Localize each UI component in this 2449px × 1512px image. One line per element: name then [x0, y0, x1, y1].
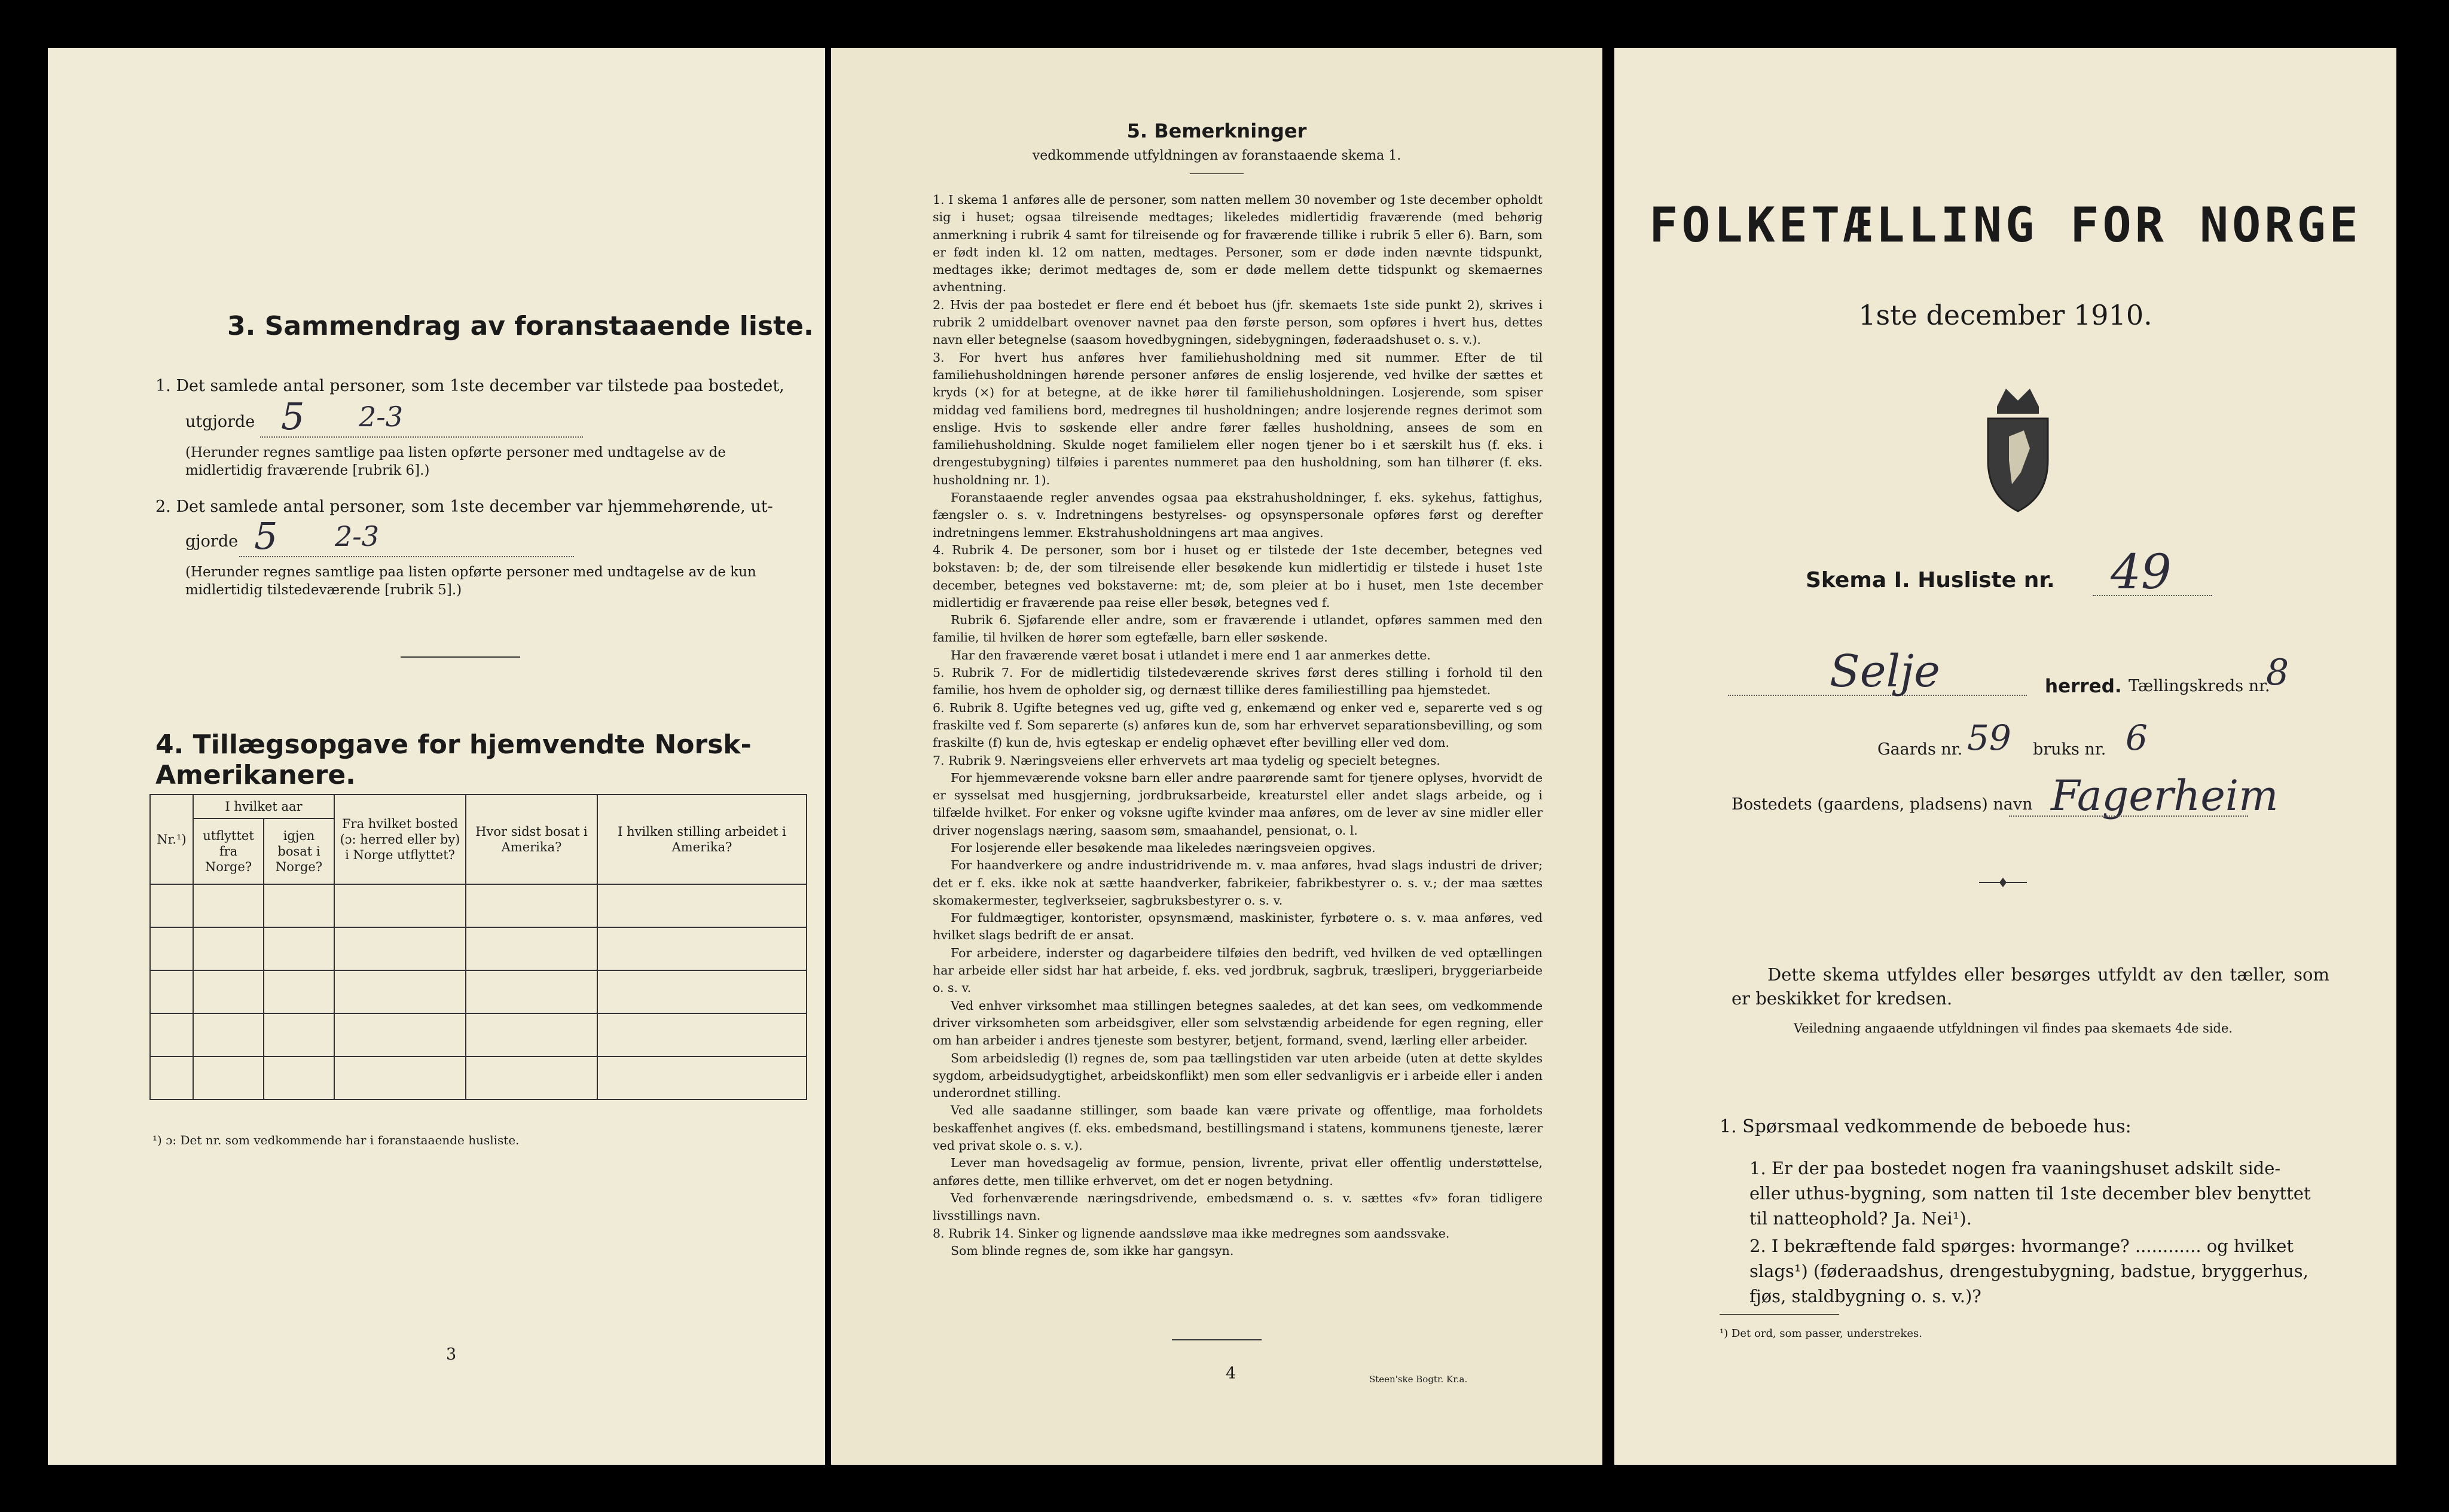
col-stilling: I hvilken stilling arbeidet i Amerika?	[597, 795, 807, 884]
remark-paragraph: For losjerende eller besøkende maa likeledes næringsveien opgives.	[951, 840, 1376, 855]
item-2-note: (Herunder regnes samtlige paa listen opførte personer med undtagelse av de kun midlertidig tilstedeværende [rubrik 5].)	[185, 564, 756, 598]
remark-paragraph: Som arbeidsledig (l) regnes de, som paa tællingstiden var uten arbeide (uten at dette skyldes sygdom, arbeidsudygtighet, arbeidskonflikt) men som eller sedvanligvis er i arbeide eller i anden underordnet stilling.	[933, 1050, 1543, 1101]
remark-paragraph: Ved enhver virksomhet maa stillingen betegnes saaledes, at det kan sees, om vedkommende driver virksomheten som arbeidsgiver, eller som selvstændig arbeidende for egen regning, eller om han arbeider i andres tjeneste som bestyrer, betjent, formand, svend, lærling eller arbeider.	[933, 998, 1543, 1048]
gaards-label: Gaards nr.	[1877, 740, 1963, 759]
section-3-title: 3. Sammendrag av foranstaaende liste.	[227, 311, 814, 341]
item-1-value-b: 2-3	[359, 401, 404, 433]
remark-paragraph: Foranstaaende regler anvendes ogsaa paa ekstrahusholdninger, f. eks. sykehus, fattighus, fængsler o. s. v. Indretningens bestyrelses- og opsynspersonale opføres først og derefter indretningens lemmer. Ekstrahusholdningens art maa angives.	[933, 490, 1543, 540]
table-row	[150, 1013, 807, 1056]
item-1-value: 5	[281, 395, 305, 438]
remark-paragraph: For arbeidere, inderster og dagarbeidere tilføies den bedrift, ved hvilken de ved optællingen har arbeide eller sidst har hat arbeide, f. eks. ved jordbruk, sagbruk, træsliperi, bryggeriarbeide o. s. v.	[933, 945, 1543, 995]
printer-imprint: Steen'ske Bogtr. Kr.a.	[1369, 1374, 1468, 1385]
ornament-icon	[1979, 876, 2027, 888]
gaards-value: 59	[1967, 717, 2011, 758]
subtitle-rule	[1190, 173, 1244, 174]
remark-paragraph: For haandverkere og andre industridrivende m. v. maa anføres, hvad slags industri de driver; det er f. eks. ikke nok at sætte haandverker, fabrikeier, fabrikbestyrer o. s. v.; der maa sættes skomakermester, teglverkseier, sagbruksbestyrer o. s. v.	[933, 858, 1543, 908]
census-title: FOLKETÆLLING FOR NORGE	[1649, 197, 2362, 253]
bottom-rule	[1172, 1339, 1262, 1340]
bosted-value: Fagerheim	[2051, 771, 2279, 820]
husliste-number: 49	[2111, 544, 2172, 600]
husliste-dotline	[2093, 595, 2212, 596]
table-row	[150, 927, 807, 970]
footnote: ¹) ɔ: Det nr. som vedkommende har i foranstaaende husliste.	[152, 1133, 520, 1147]
bruks-label: bruks nr.	[2033, 740, 2106, 759]
col-fra-bosted: Fra hvilket bosted (ɔ: herred eller by) i Norge utflyttet?	[334, 795, 466, 884]
remark-paragraph: 6. Rubrik 8. Ugifte betegnes ved ug, gifte ved g, enkemænd og enker ved e, separerte ved s og fraskilte ved f. Som separerte (s) anføres kun de, som har erhvervet separationsbevilling, og som fraskilte (f) kun de, hvis egteskap er endelig ophævet efter bevilling eller ved dom.	[933, 700, 1543, 750]
col-nr: Nr.¹)	[150, 795, 193, 884]
col-hvor-bosat: Hvor sidst bosat i Amerika?	[466, 795, 597, 884]
skema-label: Skema I. Husliste nr.	[1806, 568, 2055, 592]
census-date: 1ste december 1910.	[1858, 299, 2152, 331]
remark-paragraph: Som blinde regnes de, som ikke har gangsyn.	[951, 1243, 1234, 1258]
footnote: ¹) Det ord, som passer, understrekes.	[1720, 1327, 1922, 1340]
remark-paragraph: For hjemmeværende voksne barn eller andre paarørende samt for tjenere oplyses, hvorvidt de er sysselsat med husgjerning, jordbruksarbeide, kreaturstel eller andet slags arbeide, og i tilfælde hvilket. For enker og voksne ugifte kvinder maa anføres, om de lever av sine midler eller driver nogenslags næring, saasom søm, smaahandel, pensionat, o. l.	[933, 770, 1543, 838]
item-1-note: (Herunder regnes samtlige paa listen opførte personer med undtagelse av de midlertidig fraværende [rubrik 6].)	[185, 445, 726, 478]
question-1: 1. Er der paa bostedet nogen fra vaaningshuset adskilt side- eller uthus-bygning, som natten til 1ste december blev benyttet til natteophold? Ja. Nei¹).	[1749, 1158, 2311, 1229]
question-2: 2. I bekræftende fald spørges: hvormange? ............ og hvilket slags¹) (føderaadshus, drengestubygning, badstue, bryggerhus, fjøs, staldbygning o. s. v.)?	[1749, 1236, 2308, 1306]
remarks-subtitle: vedkommende utfyldningen av foranstaaende skema 1.	[1032, 148, 1401, 163]
item-1-text: 1. Det samlede antal personer, som 1ste december var tilstede paa bostedet,	[155, 377, 784, 395]
norsk-amerikanere-table	[149, 794, 807, 1100]
bosted-dotline	[2009, 815, 2248, 817]
table-row	[150, 1056, 807, 1099]
page-number: 4	[1226, 1364, 1236, 1383]
remark-paragraph: Rubrik 6. Sjøfarende eller andre, som er fraværende i utlandet, opføres sammen med den familie, til hvilken de hører som egtefælle, barn eller søskende.	[933, 613, 1543, 645]
remark-paragraph: 8. Rubrik 14. Sinker og lignende aandssløve maa ikke medregnes som aandssvake.	[933, 1226, 1450, 1241]
remark-paragraph: Ved alle saadanne stillinger, som baade kan være private og offentlige, maa forholdets beskaffenhet angives (f. eks. embedsmand, bestillingsmand i statens, kommunens tjeneste, lærer ved privat skole o. s. v.).	[933, 1103, 1543, 1153]
table-row	[150, 884, 807, 927]
footnote-rule	[1720, 1314, 1839, 1315]
remark-paragraph: 7. Rubrik 9. Næringsveiens eller erhvervets art maa tydelig og specielt betegnes.	[933, 753, 1440, 768]
herred-label: herred.	[2045, 676, 2122, 697]
separator-rule	[401, 656, 520, 658]
remark-paragraph: 5. Rubrik 7. For de midlertidig tilstedeværende skrives først deres stilling i forhold til den familie, hos hvem de opholder sig, og dernæst tillike deres familiestilling paa hjemstedet.	[933, 665, 1543, 698]
questions-heading: 1. Spørsmaal vedkommende de beboede hus:	[1720, 1116, 2132, 1137]
bosted-label: Bostedets (gaardens, pladsens) navn	[1732, 795, 2033, 814]
kreds-label: Tællingskreds nr.	[2129, 677, 2270, 695]
remark-paragraph: Ved forhenværende næringsdrivende, embedsmænd o. s. v. sættes «fv» foran tidligere livsstillings navn.	[933, 1190, 1543, 1223]
item-1-utgjorde: utgjorde	[185, 413, 255, 431]
bruks-value: 6	[2126, 717, 2148, 758]
col-group-year: I hvilket aar	[193, 795, 334, 818]
page-3	[48, 48, 825, 1465]
page-1	[1614, 48, 2396, 1465]
remark-paragraph: For fuldmægtiger, kontorister, opsynsmænd, maskinister, fyrbøtere o. s. v. maa anføres, ved hvilket slags bedrift de er ansat.	[933, 911, 1543, 943]
remarks-title: 5. Bemerkninger	[1126, 120, 1307, 142]
remarks-body	[933, 191, 1543, 1260]
page-4	[831, 48, 1602, 1465]
herred-value: Selje	[1830, 646, 1940, 697]
section-4-title: 4. Tillægsopgave for hjemvendte Norsk-Amerikanere.	[155, 729, 752, 790]
remark-paragraph: 3. For hvert hus anføres hver familiehusholdning med sit nummer. Efter de til familiehusholdningen hørende personer anføres de enslig losjerende, ved hvilke der sættes et kryds (×) for at betegne, at de ikke hører til familiehusholdningen. Losjerende, som spiser middag ved familiens bord, medregnes til husholdningen; andre losjerende regnes derimot som enslige. Hvis to søskende eller andre fører fælles husholdning, ansees de som en familiehusholdning. Skulde noget familielem eller nogen tjener bo i et særskilt hus (f. eks. i drengestubygning) tilføies i parentes nummeret paa den husholdning, som han tilhører (f. eks. husholdning nr. 1).	[933, 350, 1543, 487]
instruction-text: Dette skema utfyldes eller besørges utfyldt av den tæller, som er beskikket for kredsen.	[1732, 964, 2329, 1009]
item-2-dotline	[239, 556, 574, 557]
remark-paragraph: Lever man hovedsagelig av formue, pension, livrente, privat eller offentlig understøttelse, anføres dette, men tillike erhvervet, om det er nogen betydning.	[933, 1156, 1543, 1188]
page-number: 3	[446, 1345, 457, 1364]
table-row	[150, 970, 807, 1013]
item-2-value-b: 2-3	[335, 520, 380, 552]
item-2-value: 5	[254, 514, 278, 558]
remark-paragraph: Har den fraværende været bosat i utlandet i mere end 1 aar anmerkes dette.	[951, 647, 1431, 662]
remark-paragraph: 2. Hvis der paa bostedet er flere end ét beboet hus (jfr. skemaets 1ste side punkt 2), skrives i rubrik 2 umiddelbart ovenover navnet paa den første person, som opføres i hvert hus, dettes navn eller betegnelse (saasom hovedbygningen, sidebygningen, føderaadshuset o. s. v.).	[933, 297, 1543, 347]
kreds-value: 8	[2266, 652, 2289, 694]
item-2-text: 2. Det samlede antal personer, som 1ste december var hjemmehørende, ut-	[155, 497, 773, 516]
col-igjen-bosat: igjen bosat i Norge?	[264, 818, 334, 884]
remark-paragraph: 1. I skema 1 anføres alle de personer, som natten mellem 30 november og 1ste december opholdt sig i huset; ogsaa tilreisende medtages; likeledes midlertidig fraværende (med behørig anmerkning i rubrik 4 samt for tilreisende og for fraværende tillike i rubrik 5 eller 6). Barn, som er født inden kl. 12 om natten, medtages. Personer, som er døde inden nævnte tidspunkt, medtages ikke; derimot medtages de, som er døde mellem dette tidspunkt og skemaernes avhentning.	[933, 193, 1543, 295]
col-utflyttet: utflyttet fra Norge?	[193, 818, 264, 884]
coat-of-arms-icon	[1979, 383, 2057, 514]
item-2-gjorde: gjorde	[185, 532, 239, 551]
veiledning-text: Veiledning angaaende utfyldningen vil findes paa skemaets 4de side.	[1794, 1021, 2233, 1036]
item-1-dotline	[260, 436, 583, 438]
remark-paragraph: 4. Rubrik 4. De personer, som bor i huset og er tilstede der 1ste december, betegnes ved bokstaven: b; de, der som tilreisende eller besøkende kun midlertidig er tilstede i huset 1ste december, betegnes ved bokstaverne: mt; de, som pleier at bo i huset, men 1ste december midlertidig er fraværende paa reise eller besøk, betegnes ved f.	[933, 542, 1543, 610]
